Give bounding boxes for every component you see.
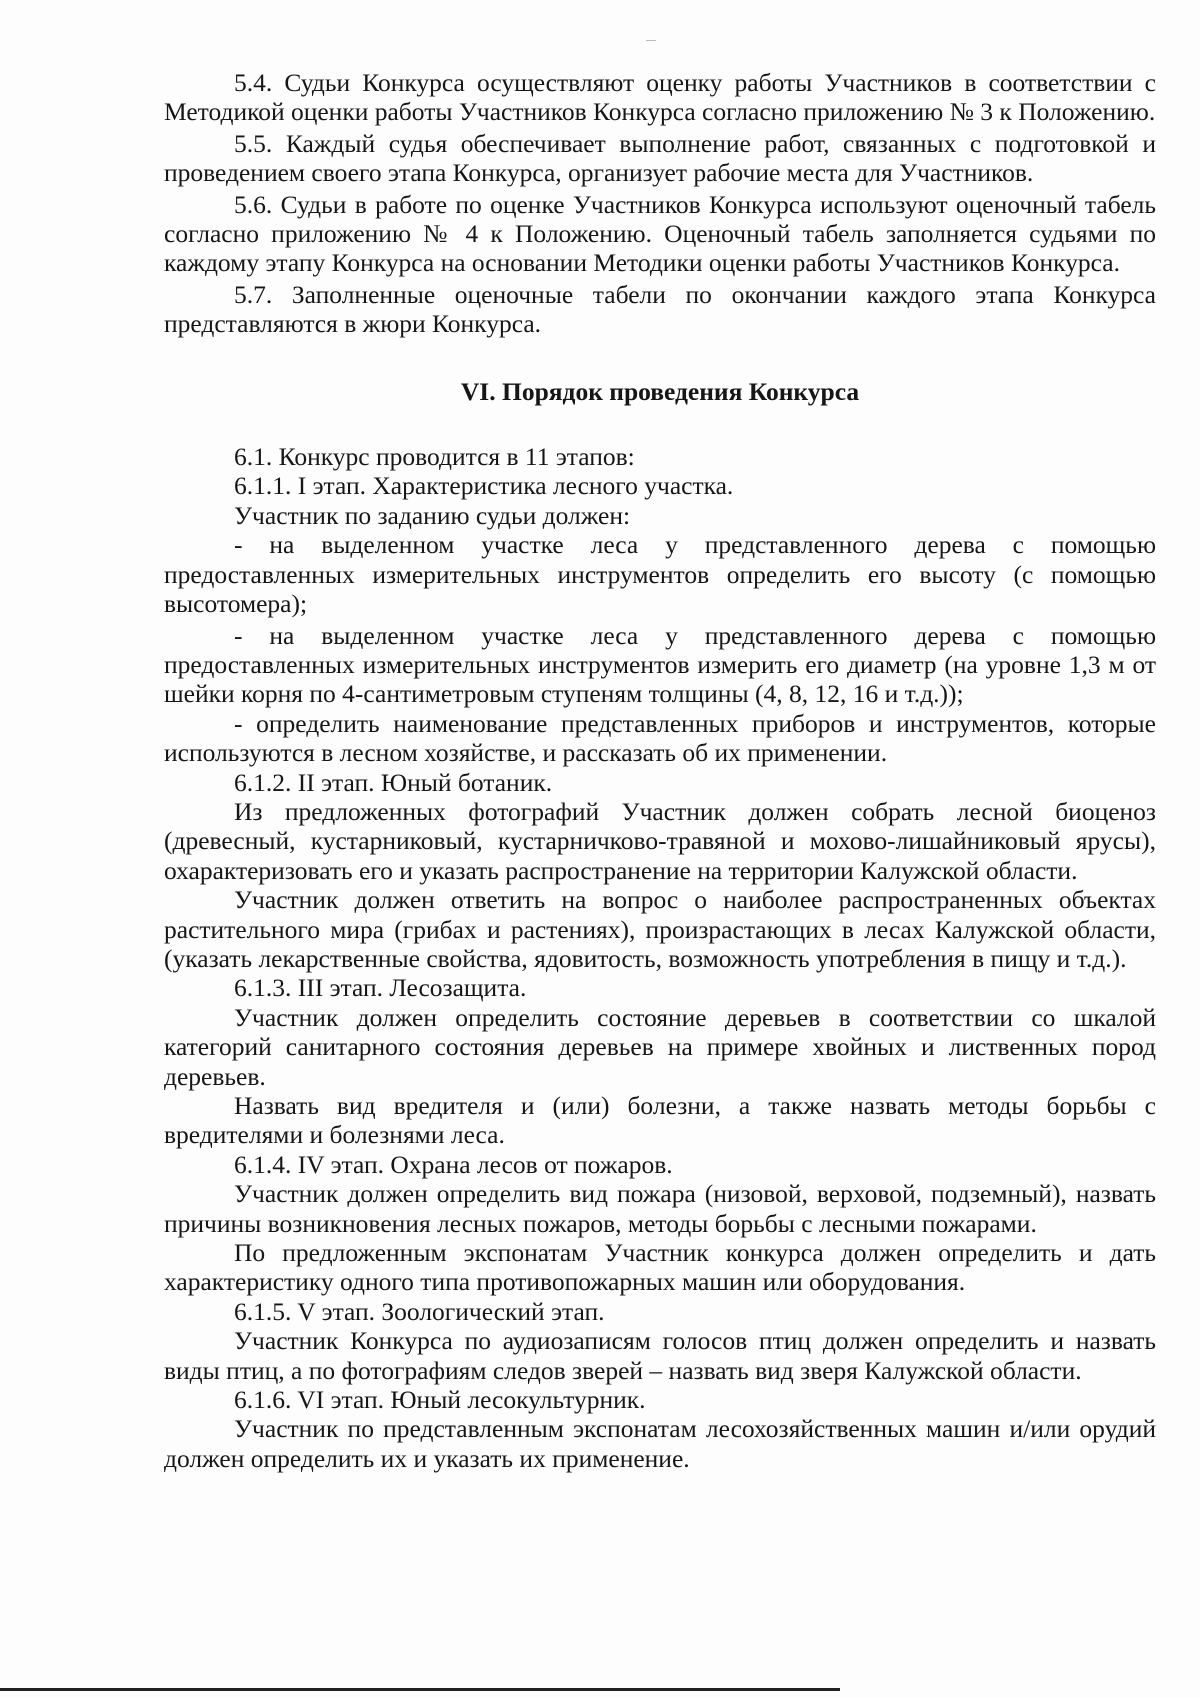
paragraph-5-6: 5.6. Судьи в работе по оценке Участников Конкурса используют оценочный табель согласно приложению № 4 к Положению. Оценочный табель заполняется судьями по каждому этапу Конкурса на основании Методики оценки работы Участников Конкурса. [164,189,1156,278]
paragraph-task-intro: Участник по заданию судьи должен: [234,500,631,530]
paragraph-biocenosis: Из предложенных фотографий Участник должен собрать лесной биоценоз (древесный, кустарниковый, кустарничково-травяной и мохово-лишайниковый ярусы), охарактеризовать его и указать распространение на территории Калужской области. [164,796,1156,885]
paragraph-6-1-5: 6.1.5. V этап. Зоологический этап. [234,1296,605,1326]
section-heading: VI. Порядок проведения Конкурса [460,376,860,406]
scan-mark [646,40,656,41]
paragraph-6-1-4: 6.1.4. IV этап. Охрана лесов от пожаров. [234,1149,673,1179]
page-bottom-rule [0,1688,840,1691]
document-body [164,68,1156,1473]
paragraph-6-1: 6.1. Конкурс проводится в 11 этапов: [234,442,635,472]
paragraph-6-1-2: 6.1.2. II этап. Юный ботаник. [234,767,553,797]
paragraph-6-1-1: 6.1.1. I этап. Характеристика лесного участка. [234,471,734,501]
paragraph-fire-type: Участник должен определить вид пожара (низовой, верховой, подземный), назвать причины возникновения лесных пожаров, методы борьбы с лесными пожарами. [164,1179,1156,1238]
paragraph-birds-animals: Участник Конкурса по аудиозаписям голосов птиц должен определить и назвать виды птиц, а по фотографиям следов зверей – назвать вид зверя Калужской области. [164,1326,1156,1385]
paragraph-6-1-3: 6.1.3. III этап. Лесозащита. [234,973,527,1003]
paragraph-5-7: 5.7. Заполненные оценочные табели по окончании каждого этапа Конкурса представляются в жюри Конкурса. [164,279,1156,339]
paragraph-5-5: 5.5. Каждый судья обеспечивает выполнение работ, связанных с подготовкой и проведением своего этапа Конкурса, организует рабочие места для Участников. [164,128,1156,188]
paragraph-5-4: 5.4. Судьи Конкурса осуществляют оценку работы Участников в соответствии с Методикой оценки работы Участников Конкурса согласно приложению № 3 к Положению. [164,68,1156,127]
paragraph-fire-equipment: По предложенным экспонатам Участник конкурса должен определить и дать характеристику одного типа противопожарных машин или оборудования. [164,1238,1156,1297]
paragraph-flora-question: Участник должен ответить на вопрос о наиболее распространенных объектах растительного мира (грибах и растениях), произрастающих в лесах Калужской области, (указать лекарственные свойства, ядовитость, возможность употребления в пищу и т.д.). [164,885,1156,973]
paragraph-task-diameter: - на выделенном участке леса у представленного дерева с помощью предоставленных измерительных инструментов измерить его диаметр (на уровне 1,3 м от шейки корня по 4-сантиметровым ступеням толщины (4, 8, 12, 16 и т.д.)); [164,620,1156,709]
paragraph-forestry-machines: Участник по представленным экспонатам лесохозяйственных машин и/или орудий должен определить их и указать их применение. [164,1414,1156,1473]
paragraph-6-1-6: 6.1.6. VI этап. Юный лесокультурник. [234,1385,646,1415]
paragraph-pests: Назвать вид вредителя и (или) болезни, а также назвать методы борьбы с вредителями и болезнями леса. [164,1091,1156,1150]
paragraph-tree-condition: Участник должен определить состояние деревьев в соответствии со шкалой категорий санитарного состояния деревьев на примере хвойных и лиственных пород деревьев. [164,1002,1156,1091]
paragraph-task-height: - на выделенном участке леса у представленного дерева с помощью предоставленных измерительных инструментов определить его высоту (с помощью высотомера); [164,530,1156,619]
paragraph-task-instruments: - определить наименование представленных приборов и инструментов, которые используются в лесном хозяйстве, и рассказать об их применении. [164,708,1156,768]
